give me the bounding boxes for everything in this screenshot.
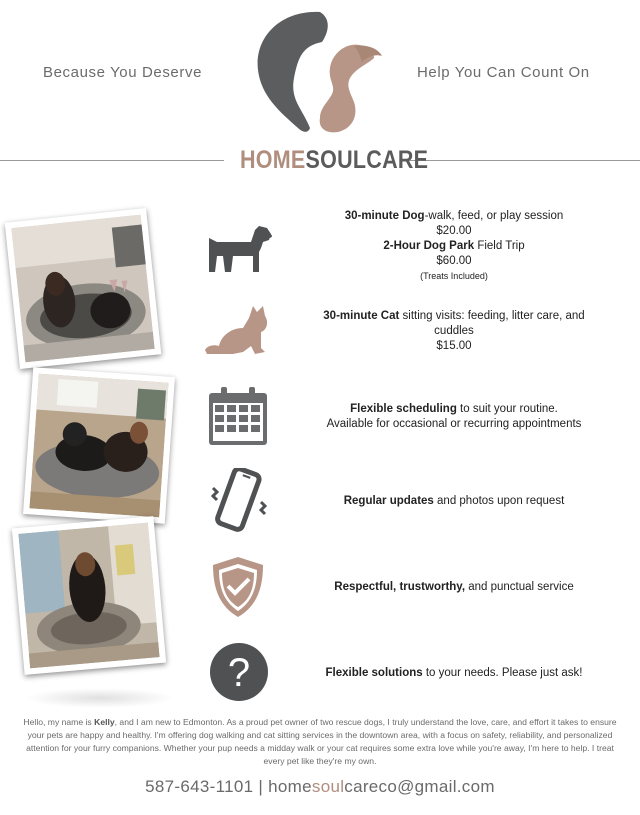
pet-photo-3 [12,516,166,675]
question-icon [205,641,273,703]
contact-footer [0,777,640,797]
pet-photo-2 [23,367,175,524]
service-updates [318,494,590,509]
brand-part-home: HOME [240,146,306,174]
service-dogpark-note: (Treats Included) [420,271,488,281]
divider-left [0,160,224,161]
intro-paragraph: Hello, my name is Kelly, and I am new to Edmonton. As a proud pet owner of two rescue dogs, I truly understand the love, care, and effort it takes to ensure your pets are happy and healthy. I'm offering dog walking and cat sitting services in the downtown area, with a focus on safety, reliability, and personalized attention for your furry companions. Whether your pup needs a midday walk or your cat requires some extra love while you're away, I'm here to help. I treat every pet like they're my own. [23,717,617,766]
service-cat-line1: 30-minute Cat sitting visits: feeding, litter care, and cuddles [323,310,585,337]
dog-icon [203,216,273,280]
service-flexible [318,666,590,681]
phone-icon [203,468,273,532]
logo-silhouettes-icon [250,8,390,138]
footer-separator: | [253,777,269,796]
service-dog-line1: 30-minute Dog-walk, feed, or play session [344,210,564,222]
service-dog [318,209,590,284]
service-trust [318,580,590,595]
email-address[interactable]: homesoulcareco@gmail.com [268,777,495,796]
service-dogpark-line: 2-Hour Dog Park Field Trip [383,240,525,252]
service-scheduling-line1: Flexible scheduling to suit your routine. [350,403,558,415]
service-dog-price: $20.00 [436,225,472,237]
phone-number[interactable]: 587-643-1101 [145,777,254,796]
question-glyph: ? [227,651,251,695]
photo-reflection [25,688,175,708]
brand-wordmark [240,146,428,175]
brand-part-soulcare: SOULCARE [305,146,429,174]
owner-name: Kelly [94,717,115,727]
tagline-right: Help You Can Count On [417,64,590,81]
service-scheduling-line2: Available for occasional or recurring appointments [326,418,582,430]
service-flexible-line: Flexible solutions to your needs. Please just ask! [325,667,583,679]
service-trust-line: Respectful, trustworthy, and punctual service [334,581,574,593]
divider-right [408,160,640,161]
service-scheduling [318,402,590,432]
calendar-icon [203,385,273,449]
service-updates-line: Regular updates and photos upon request [343,495,565,507]
shield-check-icon [203,555,273,619]
tagline-left: Because You Deserve [43,64,203,81]
pet-photo-1 [5,208,162,369]
service-cat [318,309,590,354]
service-cat-price: $15.00 [436,340,472,352]
cat-icon [203,298,273,362]
service-dogpark-price: $60.00 [436,255,472,267]
